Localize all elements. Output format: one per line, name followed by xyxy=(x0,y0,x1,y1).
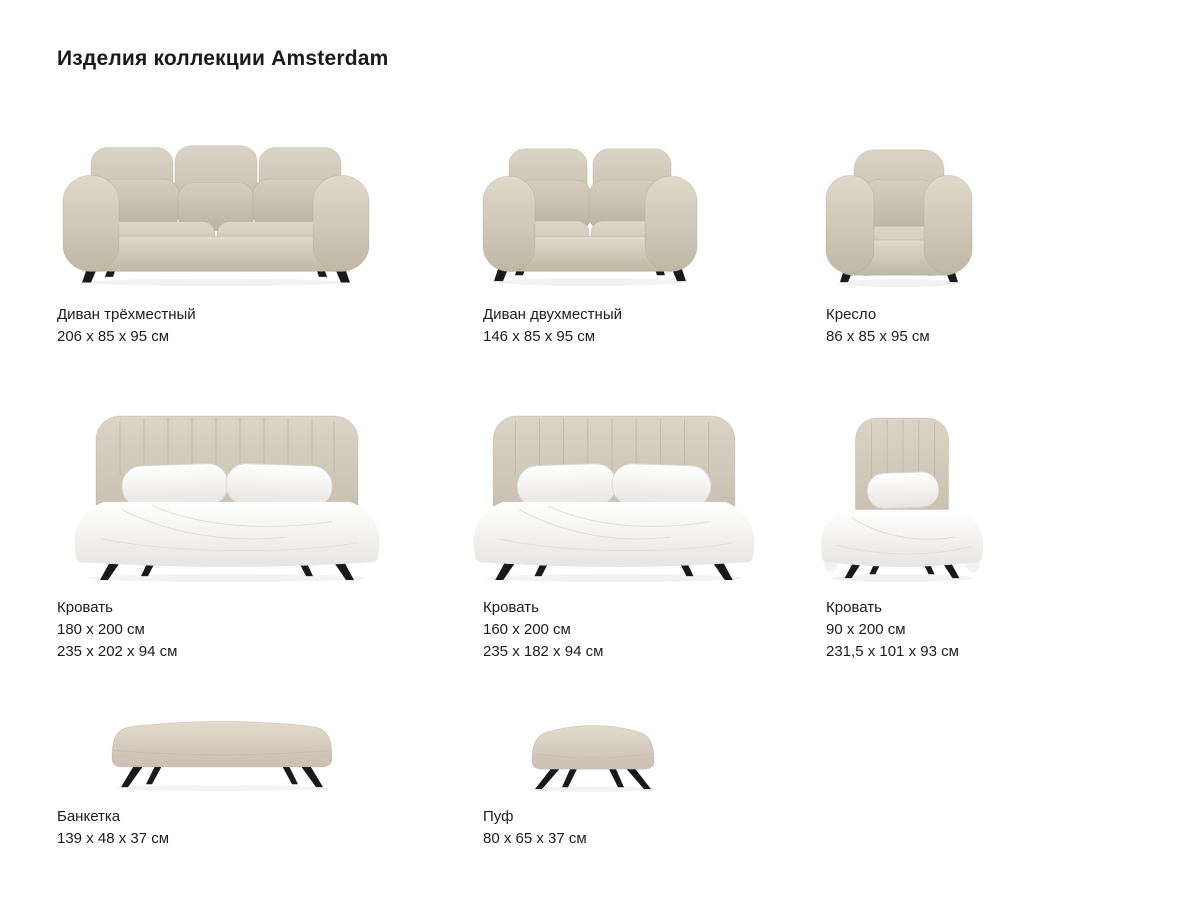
product-name: Кресло xyxy=(826,306,877,323)
product-card-armchair xyxy=(824,146,974,287)
product-sleeping-size: 160 x 200 см xyxy=(483,621,571,638)
product-name: Диван трёхместный xyxy=(57,306,196,323)
product-dimensions: 139 x 48 x 37 см xyxy=(57,830,170,847)
product-dimensions: 80 x 65 x 37 см xyxy=(483,830,587,847)
caption-bench xyxy=(57,806,169,850)
sofa-three-seat-image xyxy=(55,142,377,288)
product-dimensions: 235 x 182 x 94 см xyxy=(483,643,604,660)
product-name: Кровать xyxy=(826,599,882,616)
product-name: Пуф xyxy=(483,808,514,825)
bed-90-image xyxy=(812,416,992,582)
product-card-bench xyxy=(96,712,348,791)
armchair-image xyxy=(824,146,974,287)
product-dimensions: 235 x 202 x 94 см xyxy=(57,643,178,660)
product-card-bed-180 xyxy=(62,414,392,582)
product-card-bed-90 xyxy=(812,416,992,582)
product-sleeping-size: 180 x 200 см xyxy=(57,621,145,638)
product-dimensions: 206 x 85 x 95 см xyxy=(57,328,170,345)
bed-160-image xyxy=(463,414,765,582)
product-card-bed-160 xyxy=(463,414,765,582)
caption-bed-160 xyxy=(483,597,603,663)
product-name: Диван двухместный xyxy=(483,306,622,323)
product-name: Банкетка xyxy=(57,808,121,825)
product-card-sofa-three-seat xyxy=(55,142,377,288)
product-dimensions: 231,5 x 101 x 93 см xyxy=(826,643,959,660)
caption-armchair xyxy=(826,304,930,348)
bed-180-image xyxy=(62,414,392,582)
page-title: Изделия коллекции Amsterdam xyxy=(57,47,389,70)
caption-pouf xyxy=(483,806,587,850)
product-name: Кровать xyxy=(57,599,113,616)
sofa-two-seat-image xyxy=(477,145,703,286)
product-dimensions: 86 x 85 x 95 см xyxy=(826,328,930,345)
product-sleeping-size: 90 x 200 см xyxy=(826,621,906,638)
product-name: Кровать xyxy=(483,599,539,616)
caption-sofa-two-seat xyxy=(483,304,622,348)
pouf-image xyxy=(514,714,672,792)
caption-bed-90 xyxy=(826,597,959,663)
bench-image xyxy=(96,712,348,791)
product-card-pouf xyxy=(514,714,672,792)
product-card-sofa-two-seat xyxy=(477,145,703,286)
product-dimensions: 146 x 85 x 95 см xyxy=(483,328,596,345)
caption-sofa-three-seat xyxy=(57,304,196,348)
caption-bed-180 xyxy=(57,597,177,663)
